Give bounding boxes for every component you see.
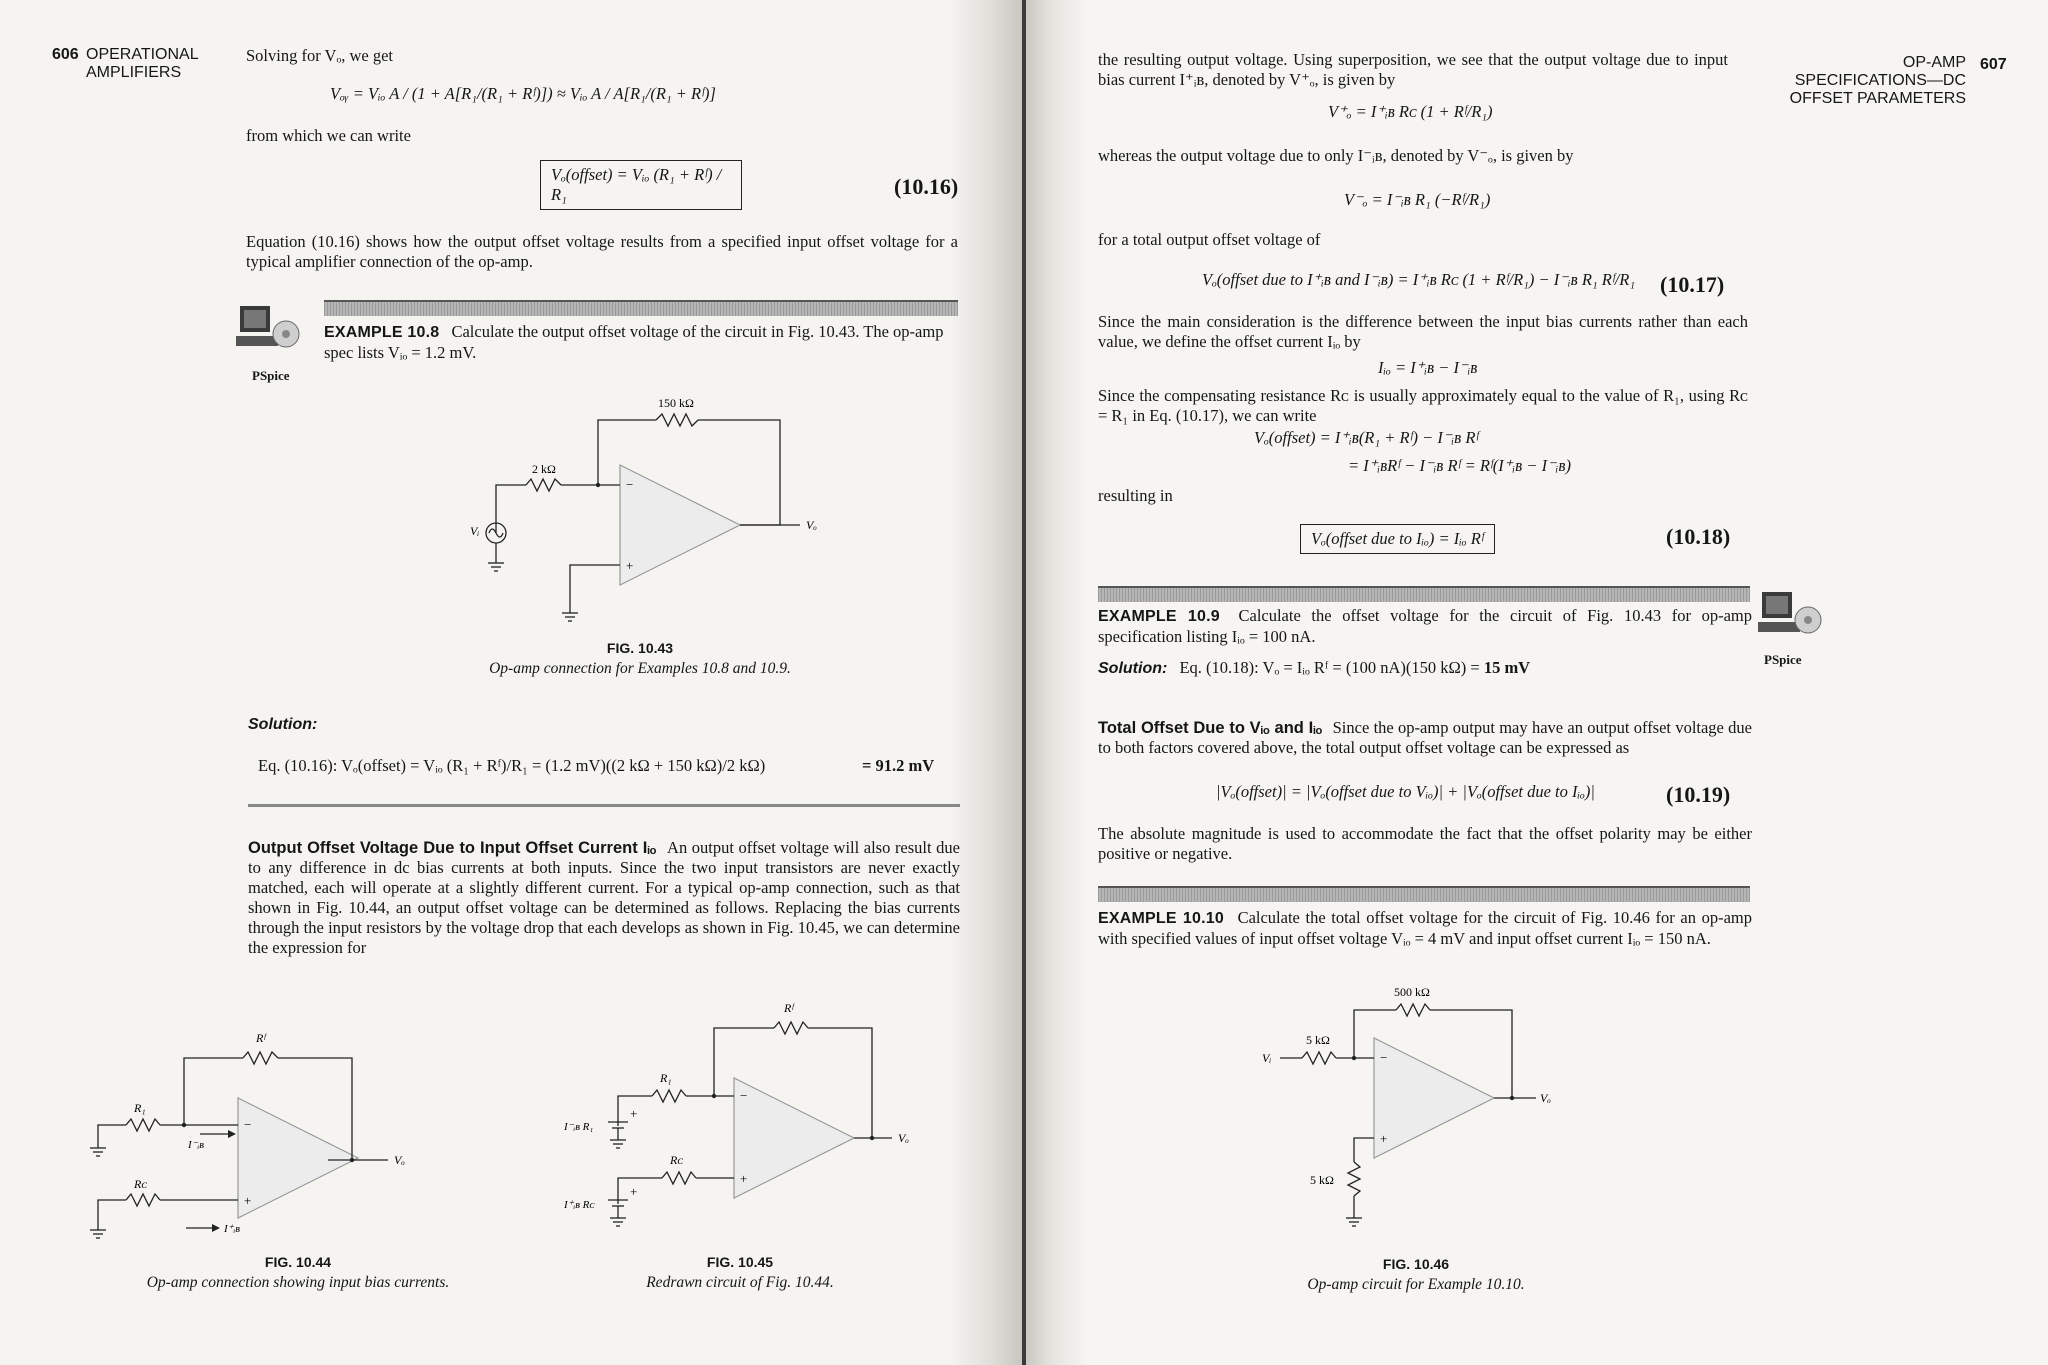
section-text: Since the op-amp output may have an output offset voltage due to both factors covered above, the total output offset voltage can be expressed as	[1098, 718, 1753, 757]
resistor-rc-label: Rᴄ	[670, 1153, 683, 1167]
output-voltage-label: Vₒ	[394, 1153, 405, 1167]
example-bar	[1098, 886, 1750, 902]
resistor-r1-label: 5 kΩ	[1306, 1033, 1330, 1047]
noninverting-input-sign: +	[626, 558, 634, 573]
figure-caption: Op-amp connection for Examples 10.8 and 10.9.	[489, 660, 791, 677]
example-text: Calculate the total offset voltage for the circuit of Fig. 10.46 for an op-amp with specified values of input offset voltage Vᵢₒ = 4 mV and input offset current Iᵢₒ = 150 nA.	[1098, 908, 1753, 948]
running-head	[86, 46, 199, 82]
equation-line-1: Vₒ(offset) = I⁺ᵢʙ(R₁ + Rᶠ) − I⁻ᵢʙ Rᶠ	[1254, 428, 1479, 447]
equation-solving: Vₒᵧ = Vᵢₒ A / (1 + A[R₁/(R₁ + Rᶠ)]) ≈ Vᵢₒ A / A[R₁/(R₁ + Rᶠ)]	[330, 84, 716, 103]
example-label: EXAMPLE 10.8	[324, 324, 440, 341]
example-10-9	[1098, 606, 1752, 647]
inverting-input-sign: −	[740, 1088, 748, 1103]
figure-10-43-circuit	[470, 385, 830, 625]
resistor-rc-label: Rᴄ	[134, 1177, 147, 1191]
figure-label: FIG. 10.44	[264, 1254, 332, 1270]
output-voltage-label: Vₒ	[1540, 1091, 1551, 1105]
right-page	[1026, 0, 2048, 1365]
figure-10-45-circuit	[552, 996, 932, 1236]
resistor-r1-label: 2 kΩ	[532, 462, 556, 476]
example-label: EXAMPLE 10.10	[1098, 910, 1224, 927]
equation-number: (10.19)	[1666, 782, 1731, 807]
equation-iio: Iᵢₒ = I⁺ᵢʙ − I⁻ᵢʙ	[1378, 358, 1478, 377]
from-which-text: from which we can write	[246, 126, 411, 145]
inverting-input-sign: −	[626, 477, 634, 492]
resulting-in-text: resulting in	[1098, 486, 1173, 505]
voltage-source-2-label: I⁺ᵢʙ Rᴄ	[564, 1199, 595, 1211]
page-number: 606	[52, 46, 79, 63]
voltage-source-1-label: I⁻ᵢʙ R₁	[564, 1121, 594, 1133]
equation-10-17: Vₒ(offset due to I⁺ᵢʙ and I⁻ᵢʙ) = I⁺ᵢʙ Rᴄ (1 + Rᶠ/R₁) − I⁻ᵢʙ R₁ Rᶠ/R₁	[1202, 270, 1636, 289]
resistor-r2-label: 5 kΩ	[1310, 1173, 1334, 1187]
running-head	[1726, 54, 1966, 108]
paragraph: Since the compensating resistance Rᴄ is usually approximately equal to the value of R₁, using Rᴄ = R₁ in Eq. (10.17), we can write	[1098, 386, 1748, 425]
example-10-9-solution	[1098, 658, 1758, 679]
example-bar	[1098, 586, 1750, 602]
example-text: Calculate the offset voltage for the circuit of Fig. 10.43 for op-amp specification listing Iᵢₒ = 100 nA.	[1098, 606, 1752, 646]
section-heading: Output Offset Voltage Due to Input Offset Current Iᵢₒ	[248, 839, 657, 857]
example-text: Calculate the output offset voltage of the circuit in Fig. 10.43. The op-amp spec lists Vᵢₒ = 1.2 mV.	[324, 322, 944, 362]
equation-vminus: V⁻ₒ = I⁻ᵢʙ R₁ (−Rᶠ/R₁)	[1344, 190, 1491, 209]
equation-number: (10.16)	[894, 174, 959, 199]
example-10-8	[324, 322, 964, 363]
intro-text: Solving for Vₒ, we get	[246, 46, 393, 65]
bias-current-plus-label: I⁺ᵢʙ	[224, 1223, 240, 1235]
figure-label: FIG. 10.46	[1382, 1256, 1450, 1272]
solution-result: = 91.2 mV	[862, 756, 935, 775]
resistor-rf-label: Rᶠ	[784, 1001, 794, 1015]
source-polarity-plus: +	[630, 1106, 638, 1121]
noninverting-input-sign: +	[244, 1193, 252, 1208]
equation-number: (10.17)	[1660, 272, 1725, 297]
figure-10-44-circuit	[88, 1018, 428, 1246]
paragraph: Equation (10.16) shows how the output offset voltage results from a specified input offset voltage for a typical amplifier connection of the op-amp.	[246, 232, 958, 271]
paragraph: for a total output offset voltage of	[1098, 230, 1321, 249]
equation-number: (10.18)	[1666, 524, 1731, 549]
solution-label: Solution:	[1098, 660, 1168, 677]
section-output-offset	[248, 838, 960, 958]
equation-line-2: = I⁺ᵢʙRᶠ − I⁻ᵢʙ Rᶠ = Rᶠ(I⁺ᵢʙ − I⁻ᵢʙ)	[1348, 456, 1571, 475]
example-bar	[324, 300, 958, 316]
equation-10-18: Vₒ(offset due to Iᵢₒ) = Iᵢₒ Rᶠ	[1300, 524, 1495, 554]
running-head-line: OFFSET PARAMETERS	[1789, 90, 1966, 107]
paragraph: Since the main consideration is the difference between the input bias currents rather than each value, we define the offset current Iᵢₒ by	[1098, 312, 1748, 351]
paragraph: the resulting output voltage. Using superposition, we see that the output voltage due to input bias current I⁺ᵢʙ, denoted by V⁺ₒ, is given by	[1098, 50, 1728, 89]
figure-caption: Op-amp circuit for Example 10.10.	[1307, 1276, 1525, 1293]
output-voltage-label: Vₒ	[806, 518, 817, 532]
inverting-input-sign: −	[1380, 1050, 1388, 1065]
input-voltage-label: Vᵢ	[1262, 1051, 1272, 1065]
inverting-input-sign: −	[244, 1117, 252, 1132]
figure-label: FIG. 10.43	[606, 640, 674, 656]
resistor-r1-label: R₁	[660, 1071, 672, 1085]
running-head-line: SPECIFICATIONS—DC	[1794, 72, 1966, 89]
output-voltage-label: Vₒ	[898, 1131, 909, 1145]
section-text: An output offset voltage will also result due to any difference in dc bias currents at both inputs. Since the two input transistors are never exactly matched, each will operate at a slightly different current. For a typical op-amp connection, such as that shown in Fig. 10.44, an output offset voltage can be determined as follows. Replacing the bias currents through the input resistors by the voltage drop that each develops as shown in Fig. 10.45, we can determine the expression for	[248, 838, 961, 957]
input-voltage-label: Vᵢ	[470, 524, 480, 538]
example-end-rule	[248, 804, 960, 807]
pspice-label: PSpice	[1764, 652, 1802, 667]
equation-vplus: V⁺ₒ = I⁺ᵢʙ Rᴄ (1 + Rᶠ/R₁)	[1328, 102, 1493, 121]
solution-result: 15 mV	[1483, 658, 1531, 677]
pspice-label: PSpice	[252, 368, 290, 383]
pspice-computer-icon	[1754, 586, 1826, 648]
figure-label: FIG. 10.45	[706, 1254, 774, 1270]
equation-10-19: |Vₒ(offset)| = |Vₒ(offset due to Vᵢₒ)| + |Vₒ(offset due to Iᵢₒ)|	[1216, 782, 1595, 801]
pspice-computer-icon	[232, 300, 304, 362]
paragraph: whereas the output voltage due to only I⁻ᵢʙ, denoted by V⁻ₒ, is given by	[1098, 146, 1574, 165]
example-10-10	[1098, 908, 1752, 949]
solution-text: Eq. (10.18): Vₒ = Iᵢₒ Rᶠ = (100 nA)(150 kΩ) =	[1179, 658, 1484, 677]
running-head-line: OPERATIONAL	[86, 46, 199, 63]
bias-current-minus-label: I⁻ᵢʙ	[188, 1139, 204, 1151]
running-head-line: AMPLIFIERS	[86, 64, 182, 81]
section-total-offset	[1098, 718, 1752, 758]
source-polarity-plus: +	[630, 1184, 638, 1199]
section-heading: Total Offset Due to Vᵢₒ and Iᵢₒ	[1098, 719, 1323, 737]
paragraph: The absolute magnitude is used to accommodate the fact that the offset polarity may be either positive or negative.	[1098, 824, 1752, 863]
noninverting-input-sign: +	[740, 1171, 748, 1186]
noninverting-input-sign: +	[1380, 1131, 1388, 1146]
left-page	[0, 0, 1022, 1365]
resistor-rf-label: Rᶠ	[256, 1031, 266, 1045]
figure-10-46-circuit	[1256, 982, 1596, 1244]
resistor-rf-label: 500 kΩ	[1394, 985, 1430, 999]
running-head-line: OP-AMP	[1902, 54, 1966, 71]
resistor-r1-label: R₁	[134, 1101, 146, 1115]
equation-10-16: Vₒ(offset) = Vᵢₒ (R₁ + Rᶠ) / R₁	[540, 160, 742, 210]
figure-caption: Redrawn circuit of Fig. 10.44.	[646, 1274, 834, 1291]
figure-caption: Op-amp connection showing input bias currents.	[146, 1274, 450, 1291]
resistor-rf-label: 150 kΩ	[658, 396, 694, 410]
page-number: 607	[1980, 56, 2007, 73]
example-label: EXAMPLE 10.9	[1098, 608, 1220, 625]
solution-label: Solution:	[248, 716, 318, 733]
solution-equation: Eq. (10.16): Vₒ(offset) = Vᵢₒ (R₁ + Rᶠ)/R₁ = (1.2 mV)((2 kΩ + 150 kΩ)/2 kΩ)	[258, 756, 766, 775]
